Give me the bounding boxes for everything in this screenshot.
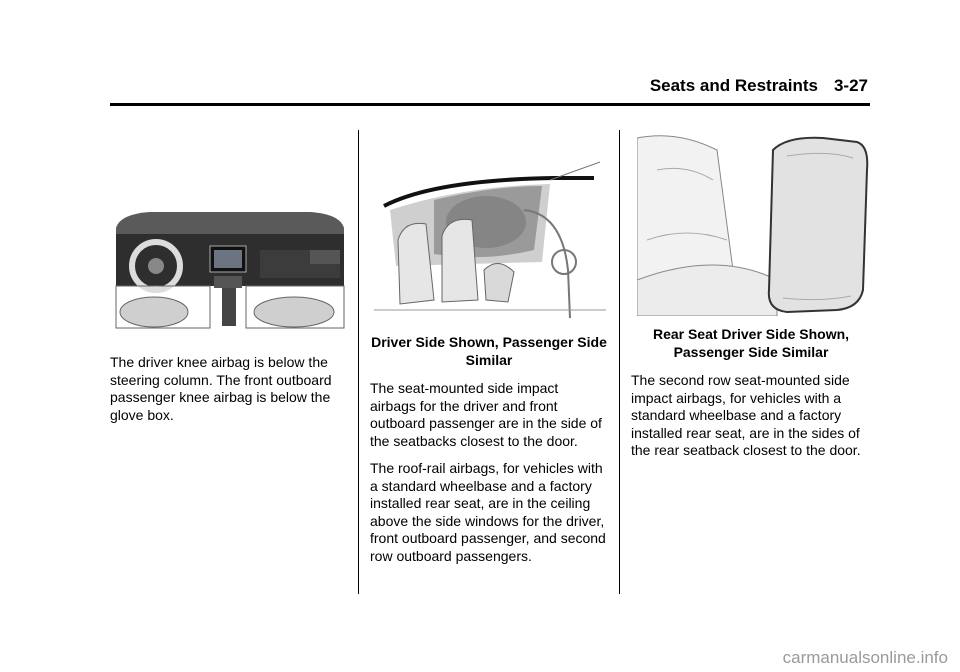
column-2: [370, 130, 608, 575]
roof-rail-airbag-illustration: [374, 150, 606, 328]
column-divider-1: [358, 130, 359, 594]
knee-airbag-paragraph: The driver knee airbag is below the steering column. The front outboard passenger knee airbag is below the glove box.: [110, 354, 332, 423]
column-divider-2: [619, 130, 620, 594]
rear-seat-caption: Rear Seat Driver Side Shown, Passenger Side Similar: [652, 326, 850, 360]
rear-seat-airbags-paragraph: The second row seat-mounted side impact airbags, for vehicles with a standard wheelbase and a factory installed rear seat, are in the sides of the rear seatback closest to the door.: [631, 372, 861, 458]
driver-side-caption: Driver Side Shown, Passenger Side Similar: [371, 334, 607, 368]
rear-seat-airbag-illustration: [637, 130, 869, 316]
header-rule: [110, 103, 870, 106]
watermark: carmanualsonline.info: [782, 648, 948, 667]
page-header: [0, 0, 960, 110]
knee-airbag-illustration: [110, 170, 348, 330]
column-3: [631, 130, 871, 470]
page-number: 3-27: [833, 76, 868, 95]
section-title: Seats and Restraints: [649, 76, 818, 95]
seat-mounted-airbags-paragraph: The seat-mounted side impact airbags for the driver and front outboard passenger are in the side of the seatbacks closest to the door.: [370, 380, 602, 449]
roof-rail-airbags-paragraph: The roof-rail airbags, for vehicles with a standard wheelbase and a factory installed rear seat, are in the ceiling above the side windows for the driver, front outboard passenger, and second row outboard passengers.: [370, 460, 606, 564]
column-1: [110, 130, 348, 434]
